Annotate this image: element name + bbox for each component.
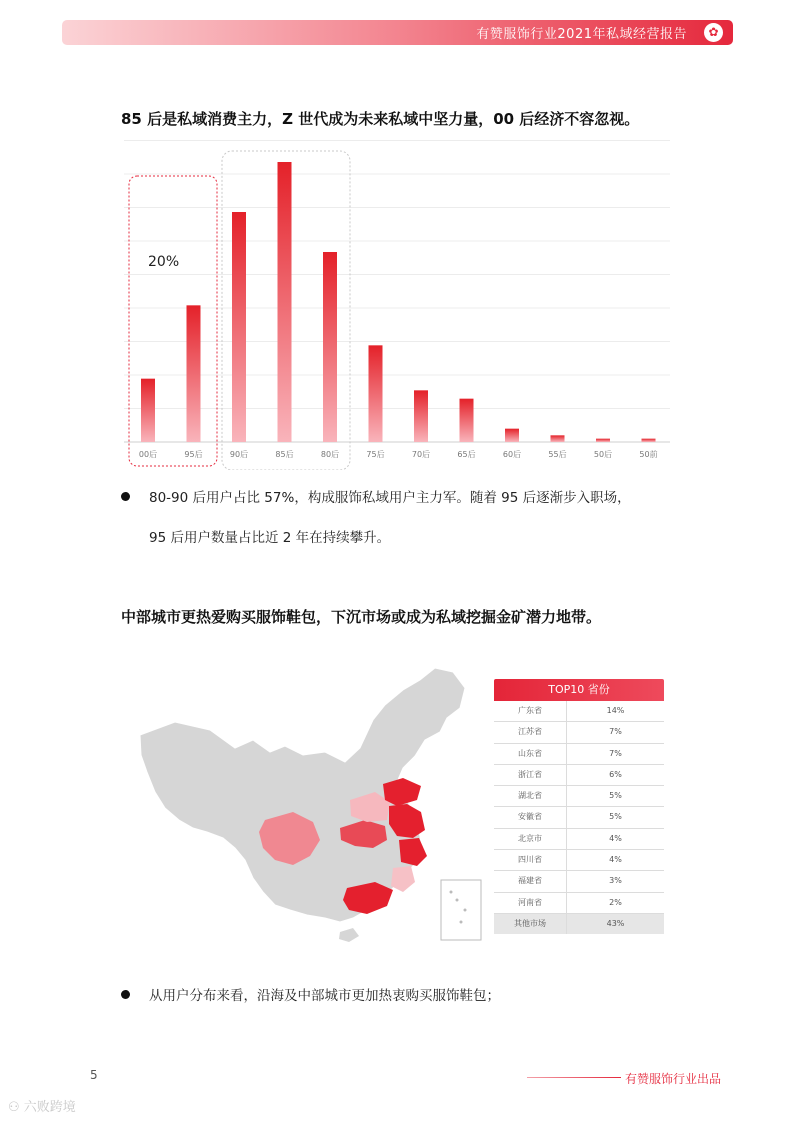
region-fujian: [391, 866, 415, 892]
table-row: [494, 829, 664, 850]
header-bar: [62, 20, 733, 45]
table-row: [494, 893, 664, 914]
pct-cell: 4%: [609, 833, 622, 843]
table-row: [494, 871, 664, 892]
pct-cell: 7%: [609, 727, 622, 737]
bullet-text: 从用户分布来看，沿海及中部城市更加热衷购买服饰鞋包；: [149, 988, 500, 1004]
bullet-dot-icon: [121, 990, 130, 999]
province-cell: 山东省: [494, 744, 567, 764]
x-tick-label: 95后: [184, 450, 203, 459]
pct-cell: 6%: [609, 769, 622, 779]
bullet-text: 80-90 后用户占比 57%，构成服饰私域用户主力军。随着 95 后逐渐步入职场，: [149, 490, 631, 506]
x-tick-label: 75后: [366, 450, 385, 459]
province-cell: 其他市场: [494, 914, 567, 934]
x-tick-label: 90后: [229, 450, 249, 459]
table-row: [494, 701, 664, 722]
south-sea-inset: [441, 880, 481, 940]
bar-7: [460, 399, 474, 442]
bars: [141, 162, 656, 442]
table-row: [494, 807, 664, 828]
bar-1: [187, 305, 201, 442]
report-title: 有赞服饰行业2021年私域经营报告: [476, 27, 687, 42]
bar-9: [551, 435, 565, 442]
province-cell: 浙江省: [494, 765, 567, 785]
bullet-continuation: 95 后用户数量占比近 2 年在持续攀升。: [149, 530, 391, 546]
x-tick-label: 70后: [411, 450, 431, 459]
province-cell: 河南省: [494, 893, 567, 913]
x-tick-label: 80后: [320, 450, 340, 459]
bar-0: [141, 379, 155, 442]
footer-divider: [527, 1077, 621, 1078]
chart-grid: [124, 141, 670, 443]
province-cell: 安徽省: [494, 807, 567, 827]
brand-logo-icon: ✿: [704, 23, 723, 42]
page-number: 5: [90, 1068, 98, 1082]
top10-province-table: [494, 679, 664, 934]
watermark: [8, 1096, 76, 1115]
bar-8: [505, 429, 519, 442]
table-row: [494, 722, 664, 743]
bullet-dot-icon: [121, 492, 130, 501]
pct-cell: 4%: [609, 855, 622, 865]
bar-5: [369, 345, 383, 442]
pct-cell: 14%: [606, 706, 625, 715]
x-tick-label: 50后: [593, 450, 613, 459]
china-map: [135, 660, 485, 945]
region-hainan: [339, 928, 359, 942]
region-zhejiang: [399, 838, 427, 866]
province-cell: 广东省: [494, 701, 567, 721]
x-tick-label: 85后: [275, 450, 294, 459]
pct-cell: 43%: [606, 918, 625, 928]
x-tick-label: 65后: [457, 450, 476, 459]
bar-2: [232, 212, 246, 442]
footer-brand: 有赞服饰行业出品: [625, 1072, 722, 1086]
watermark-text: 六败跨境: [23, 1100, 76, 1115]
table-row: [494, 850, 664, 871]
table-row: [494, 914, 664, 934]
annotation-20pct: 20%: [148, 254, 180, 270]
bar-10: [596, 439, 610, 442]
province-cell: 福建省: [494, 871, 567, 891]
province-cell: 北京市: [494, 829, 567, 849]
x-tick-label: 00后: [138, 450, 158, 459]
province-cell: 湖北省: [494, 786, 567, 806]
bar-6: [414, 390, 428, 442]
bar-11: [642, 439, 656, 442]
table-header: TOP10 省份: [494, 679, 664, 701]
pct-cell: 3%: [609, 876, 622, 886]
table-row: [494, 744, 664, 765]
pct-cell: 7%: [609, 748, 622, 758]
pct-cell: 5%: [609, 791, 622, 801]
bar-3: [278, 162, 292, 442]
x-tick-label: 60后: [502, 450, 522, 459]
table-row: [494, 786, 664, 807]
x-tick-label: 55后: [548, 450, 567, 459]
pct-cell: 2%: [609, 897, 622, 907]
bar-4: [323, 252, 337, 442]
section-title-age: 85 后是私域消费主力，Z 世代成为未来私域中坚力量，00 后经济不容忽视。: [121, 110, 640, 128]
age-bar-chart: [120, 140, 672, 470]
table-row: [494, 765, 664, 786]
province-cell: 四川省: [494, 850, 567, 870]
section-title-region: 中部城市更热爱购买服饰鞋包，下沉市场或成为私域挖掘金矿潜力地带。: [121, 608, 602, 626]
x-tick-label: 50前: [639, 450, 658, 459]
watermark-logo-icon: ⚇: [8, 1100, 20, 1115]
pct-cell: 5%: [609, 812, 622, 822]
province-cell: 江苏省: [494, 722, 567, 742]
